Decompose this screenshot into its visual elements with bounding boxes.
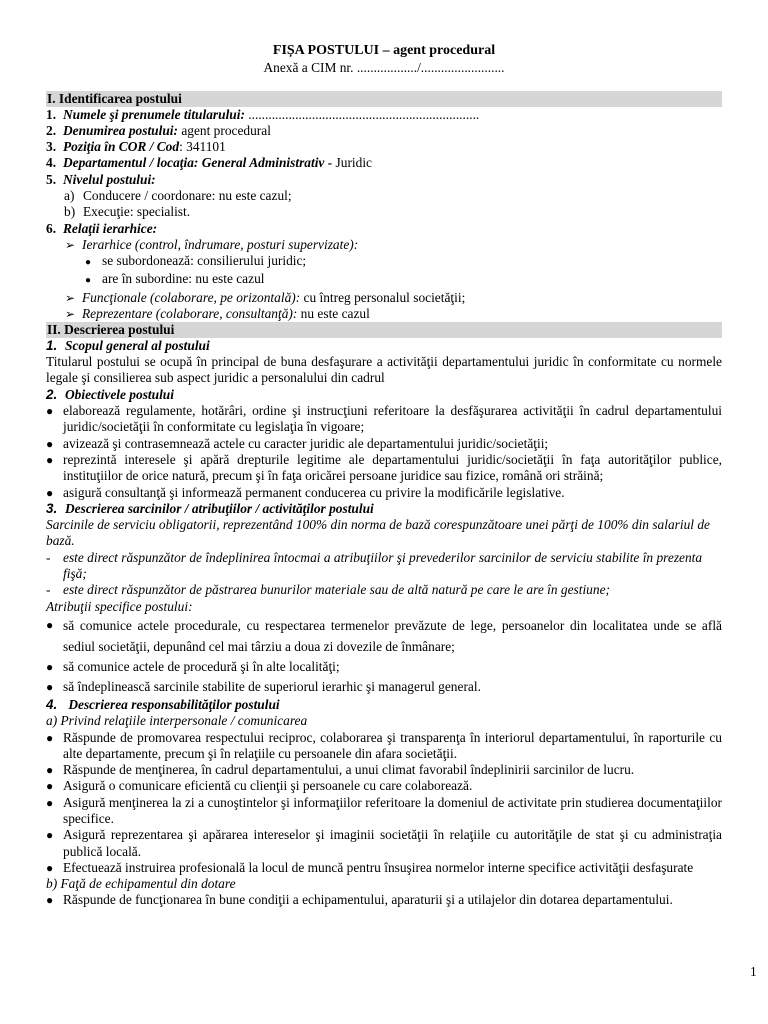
bullet-dot-icon: ● [46, 730, 54, 745]
bullet-dot-icon: ● [46, 860, 54, 875]
bullet-dot-icon: ● [46, 617, 54, 632]
list-item: ● reprezintă interesele şi apără drepturile legitime ale departamentului juridic/societăţii în faţa autorităţilor publice, instituţiilor de orice natură, precum şi în faţa oricărei persoane juridice sau fizice, română ori străină; [46, 451, 722, 484]
list-item: ● Asigură menţinerea la zi a cunoştintelor şi informaţiilor referitoare la domeniul de activitate prin studierea documentaţiilor specifice. [46, 794, 722, 826]
document-subtitle: Anexă a CIM nr. ................../......................... [263, 60, 505, 75]
section-heading-descriere: II. Descrierea postului [46, 322, 722, 338]
page-number: 1 [750, 964, 757, 979]
list-item: ● avizează şi contrasemnează actele cu caracter juridic ale departamentului juridic/societăţii; [46, 435, 549, 451]
list-item: ● Efectuează instruirea profesională la locul de muncă pentru însuşirea normelor interne specifice activităţii desfaşurate [46, 859, 694, 875]
relatii-ierarhice: ➢ Ierarhice (control, îndrumare, posturi supervizate): [65, 236, 359, 252]
sarcini-intro: Sarcinile de serviciu obligatorii, reprezentând 100% din norma de bază corespunzătoare unei părţi de 100% din salariul de bază. [46, 517, 711, 549]
field-relatii: 6. Relaţii ierarhice: [46, 220, 158, 236]
arrow-bullet-icon: ➢ [65, 290, 76, 305]
list-item: - este direct răspunzător de îndeplinirea întocmai a atribuţiilor şi prevederilor sarcinilor de serviciu stabilite în prezenta fişă; [46, 549, 703, 582]
subheading-obiective: 2. Obiectivele postului [46, 386, 174, 402]
bullet-dot-icon: ● [46, 795, 54, 810]
field-departament: 4. Departamentul / locaţia: General Administrativ - Juridic [46, 155, 372, 171]
document-title: FIȘA POSTULUI – agent procedural [272, 43, 496, 58]
list-item: ● Asigură o comunicare eficientă cu clienţii şi persoanele cu care colaborează. [46, 778, 473, 794]
nivel-item: a) Conducere / coordonare: nu este cazul; [64, 187, 292, 203]
bullet-dot-icon: ● [85, 257, 92, 269]
bullet-dot-icon: ● [46, 779, 54, 794]
subheading-sarcini: 3. Descrierea sarcinilor / atribuţiilor / activităţilor postului [46, 500, 374, 516]
list-item: ● să comunice actele procedurale, cu respectarea termenelor prevăzute de lege, persoanelor din localitatea unde se află sediul societăţii, depunând cel mai târziu a doua zi dovezile de înmânare; [46, 615, 722, 657]
scop-text: Titularul postului se ocupă în principal de buna desfaşurare a activităţii departamentului juridic în conformitate cu normele legale şi consilierea sub aspect juridic a personalului din cadrul [46, 354, 722, 386]
atributii-label: Atribuţii specifice postului: [46, 598, 193, 614]
list-item: ● are în subordine: nu este cazul [46, 271, 722, 289]
subheading-responsabilitati: 4. Descrierea responsabilităţilor postului [46, 696, 280, 712]
list-item: ● să îndeplinească sarcinile stabilite de superiorul ierarhic şi managerul general. [46, 677, 722, 697]
list-item: ● Răspunde de menţinerea, în cadrul departamentului, a unui climat favorabil îndeplinirii sarcinilor de lucru. [46, 762, 635, 778]
relatii-reprezentare: ➢ Reprezentare (colaborare, consultanţă): nu este cazul [65, 306, 370, 322]
list-item: ● asigură consultanţă şi informează permanent conducerea cu privire la modificările legislative. [46, 484, 565, 500]
bullet-dot-icon: ● [46, 452, 54, 467]
list-item: ● elaborează regulamente, hotărâri, ordine şi instrucţiuni referitoare la desfăşurarea activităţii în cadrul departamentului juridic/societăţii în conformitate cu legislaţia în vigoare; [46, 403, 722, 435]
relatii-functionale: ➢ Funcţionale (colaborare, pe orizontală): cu întreg personalul societăţii; [65, 289, 466, 305]
arrow-bullet-icon: ➢ [65, 307, 76, 322]
bullet-dot-icon: ● [46, 828, 54, 843]
bullet-dot-icon: ● [46, 436, 54, 451]
bullet-dot-icon: ● [46, 763, 54, 778]
bullet-dot-icon: ● [46, 659, 54, 674]
subheading-scop: 1. Scopul general al postului [46, 337, 210, 353]
bullet-dot-icon: ● [46, 679, 54, 694]
arrow-bullet-icon: ➢ [65, 237, 76, 252]
list-item: ● Răspunde de funcţionarea în bune condiţii a echipamentului, aparaturii şi a utilajelor din dotarea departamentului. [46, 892, 673, 908]
bullet-dot-icon: ● [85, 275, 92, 287]
document-page [46, 42, 722, 909]
responsabilitati-b-label: b) Faţă de echipamentul din dotare [46, 876, 236, 892]
bullet-dot-icon: ● [46, 893, 54, 908]
section-heading-identificare: I. Identificarea postului [46, 91, 722, 107]
responsabilitati-a-label: a) Privind relaţiile interpersonale / comunicarea [46, 713, 308, 729]
list-item: ● Răspunde de promovarea respectului reciproc, colaborarea şi transparenţa în interiorul departamentului, în raporturile cu alte departamente, precum şi în relaţiile cu persoanele din afara societăţii. [46, 729, 722, 761]
bullet-dot-icon: ● [46, 485, 54, 500]
field-numele: 1. Numele şi prenumele titularului: ..................................................................... [46, 106, 480, 122]
nivel-item: b) Execuţie: specialist. [64, 204, 191, 220]
list-item: ● se subordonează: consilierului juridic; [46, 253, 722, 271]
field-denumirea: 2. Denumirea postului: agent procedural [46, 122, 271, 138]
field-cor: 3. Poziţia în COR / Cod: 341101 [46, 139, 226, 155]
list-item: - este direct răspunzător de păstrarea bunurilor materiale sau de altă natură pe care le are în gestiune; [46, 582, 610, 598]
bullet-dot-icon: ● [46, 404, 54, 419]
field-nivel: 5. Nivelul postului: [46, 171, 156, 187]
list-item: ● Asigură reprezentarea şi apărarea intereselor şi imaginii societăţii în relaţiile cu autorităţile de stat şi cu administraţia publică locală. [46, 827, 722, 859]
list-item: ● să comunice actele de procedură şi în alte localităţi; [46, 657, 722, 677]
